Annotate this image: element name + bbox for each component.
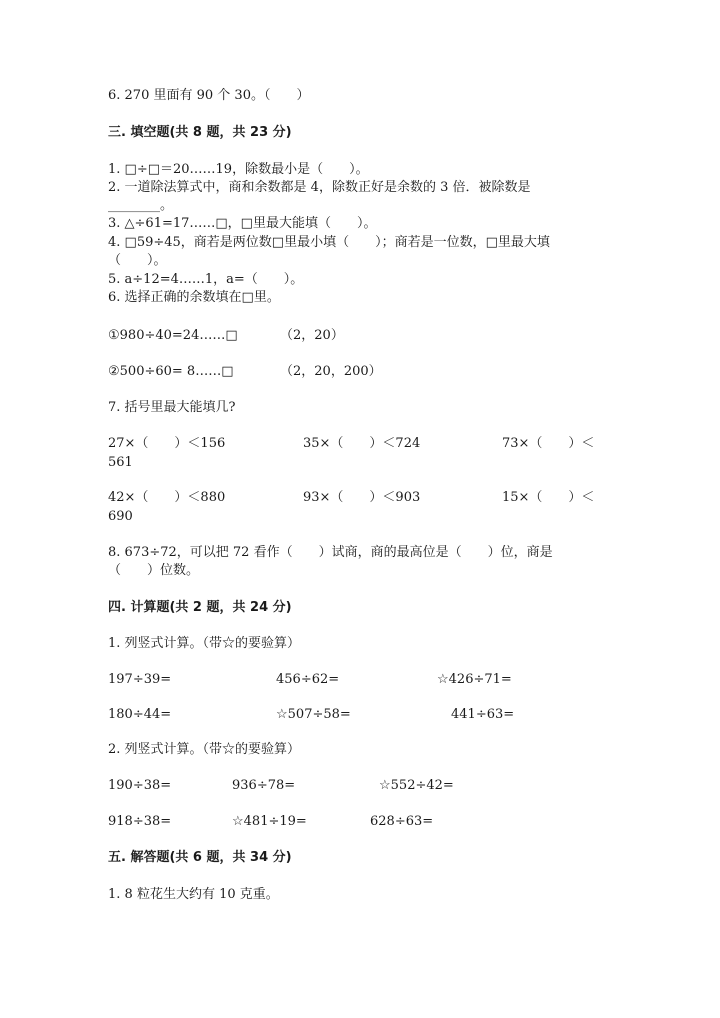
calc-q2-row2-item3: 628÷63=: [370, 814, 434, 829]
calc-q1-row2-item3: 441÷63=: [451, 707, 515, 722]
answer-q1: 1. 8 粒花生大约有 10 克重。: [108, 887, 279, 902]
calc-q1-row2-item1: 180÷44=: [108, 707, 172, 722]
q6-item1-options: （2，20）: [280, 328, 344, 343]
calc-q1: 1. 列竖式计算。（带☆的要验算）: [108, 636, 301, 651]
fill-q5: 5. a÷12=4……1，a=（ ）。: [108, 272, 304, 287]
calc-q2-row2-item1: 918÷38=: [108, 814, 172, 829]
fill-q7: 7. 括号里最大能填几?: [108, 400, 236, 415]
calc-q1-row1-item1: 197÷39=: [108, 672, 172, 687]
calc-q1-row1-item3: ☆426÷71=: [437, 672, 512, 687]
section-4-heading: 四. 计算题(共 2 题，共 24 分): [108, 600, 292, 615]
section-5-heading: 五. 解答题(共 6 题，共 34 分): [108, 850, 292, 865]
q7-row2-item3: 15×（ ）＜: [502, 490, 595, 505]
fill-q8-line1: 8. 673÷72，可以把 72 看作（ ）试商，商的最高位是（ ）位，商是: [108, 545, 553, 560]
fill-q4-line1: 4. □59÷45，商若是两位数□里最小填（ ）；商若是一位数，□里最大填: [108, 235, 550, 250]
fill-q3: 3. △÷61=17……□，□里最大能填（ ）。: [108, 216, 377, 231]
q7-row2-wrap: 690: [108, 509, 133, 524]
calc-q2: 2. 列竖式计算。（带☆的要验算）: [108, 742, 301, 757]
q7-row1-item1: 27×（ ）＜156: [108, 436, 226, 451]
fill-q2-line1: 2. 一道除法算式中，商和余数都是 4，除数正好是余数的 3 倍．被除数是: [108, 180, 531, 195]
fill-q1: 1. □÷□＝20……19，除数最小是（ ）。: [108, 162, 369, 177]
calc-q2-row2-item2: ☆481÷19=: [232, 814, 307, 829]
fill-q6: 6. 选择正确的余数填在□里。: [108, 290, 280, 305]
q6-item2-options: （2，20，200）: [280, 364, 382, 379]
q7-row1-wrap: 561: [108, 455, 133, 470]
calc-q1-row2-item2: ☆507÷58=: [276, 707, 351, 722]
fill-q2-line2: ________。: [108, 198, 174, 213]
q7-row1-item3: 73×（ ）＜: [502, 436, 595, 451]
q7-row2-item2: 93×（ ）＜903: [303, 490, 421, 505]
calc-q2-row1-item2: 936÷78=: [232, 778, 296, 793]
q7-row1-item2: 35×（ ）＜724: [303, 436, 421, 451]
q7-row2-item1: 42×（ ）＜880: [108, 490, 226, 505]
fill-q4-line2: （ ）。: [108, 253, 167, 268]
q6-item2-expression: ②500÷60= 8……□: [108, 364, 234, 379]
section-3-heading: 三. 填空题(共 8 题，共 23 分): [108, 125, 292, 140]
question-6-true-false: 6. 270 里面有 90 个 30。（ ）: [108, 88, 310, 103]
calc-q2-row1-item3: ☆552÷42=: [379, 778, 454, 793]
calc-q1-row1-item2: 456÷62=: [276, 672, 340, 687]
fill-q8-line2: （ ）位数。: [108, 563, 200, 578]
q6-item1-expression: ①980÷40=24……□: [108, 328, 238, 343]
calc-q2-row1-item1: 190÷38=: [108, 778, 172, 793]
